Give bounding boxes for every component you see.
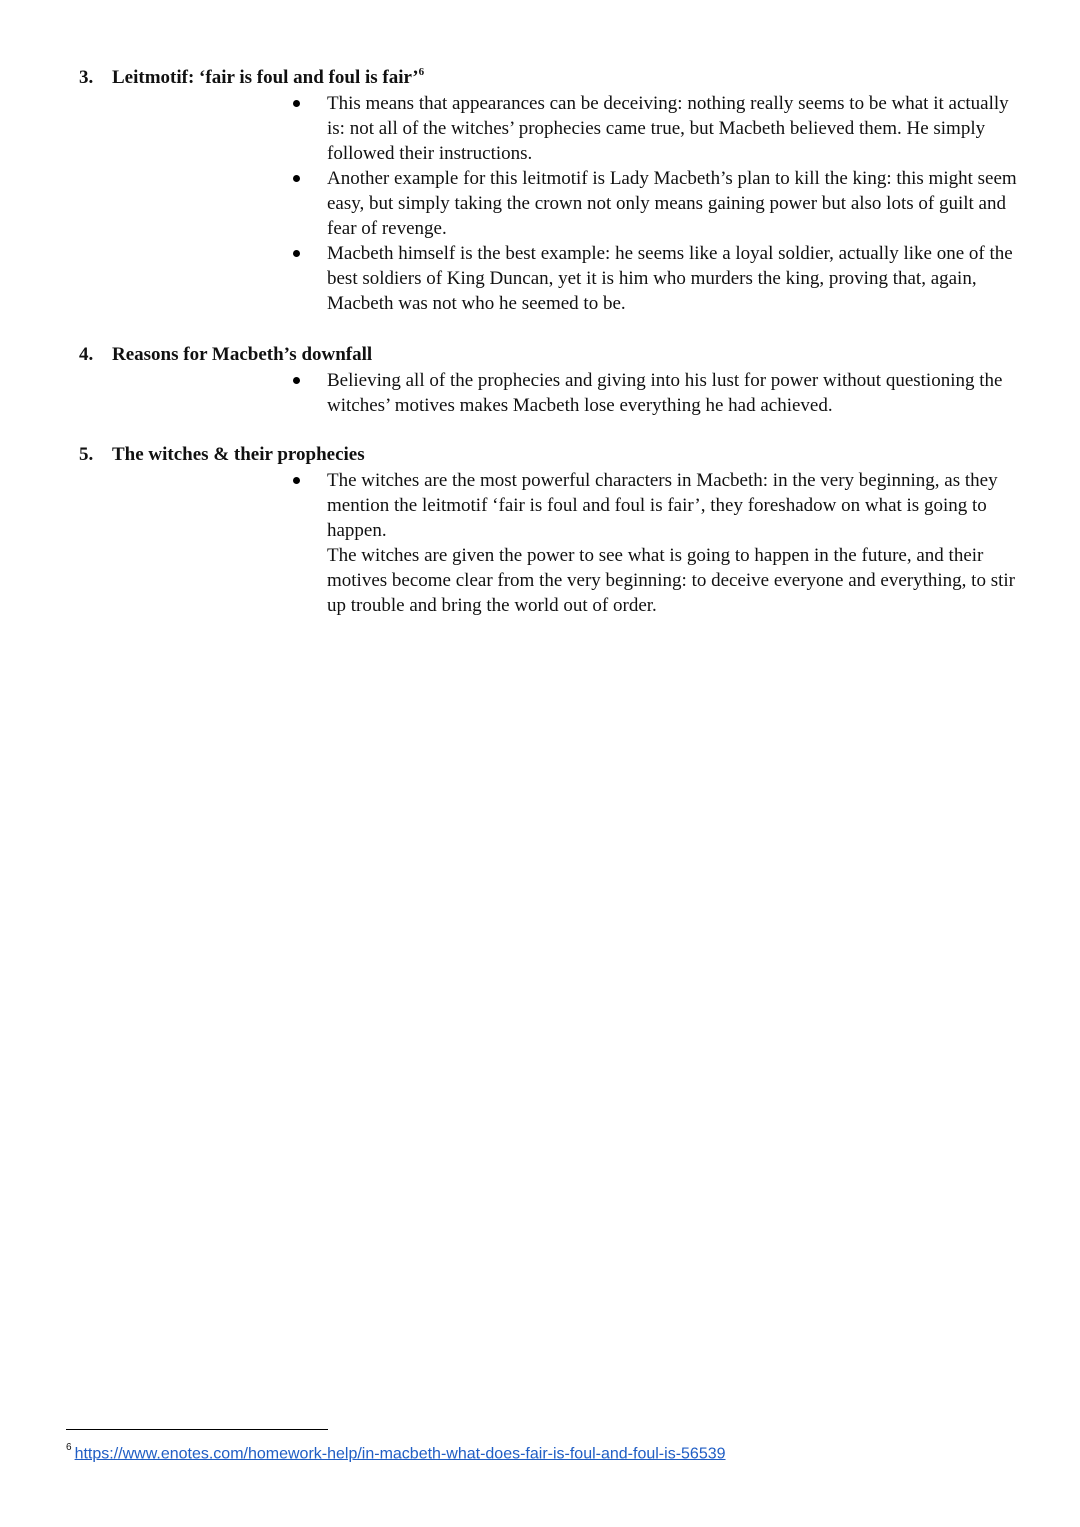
section-3-heading xyxy=(79,65,424,90)
section-4-number: 4. xyxy=(79,344,94,365)
bullet-icon xyxy=(293,100,300,107)
bullet-text: This means that appearances can be deceiving: nothing really seems to be what it actually is: not all of the witches’ prophecies came true, but Macbeth believed them. He simply followed their instructions. xyxy=(327,93,1009,164)
bullet-text: Believing all of the prophecies and giving into his lust for power without questioning the witches’ motives makes Macbeth lose everything he had achieved. xyxy=(327,370,1003,416)
bullet-text: The witches are the most powerful characters in Macbeth: in the very beginning, as they mention the leitmotif ‘fair is foul and foul is fair’, they foreshadow on what is going to happen. xyxy=(327,470,998,541)
bullet-item xyxy=(327,91,1027,166)
section-5-bullet-list xyxy=(327,468,1027,543)
section-3-bullet-list xyxy=(327,91,1027,316)
section-5-number: 5. xyxy=(79,444,94,465)
section-4-title: Reasons for Macbeth’s downfall xyxy=(112,344,373,365)
bullet-icon xyxy=(293,175,300,182)
section-4-bullet-list xyxy=(327,368,1027,418)
section-5-paragraph: The witches are given the power to see what is going to happen in the future, and their motives become clear from the very beginning: to deceive everyone and everything, to stir up trouble and bring the world out of order. xyxy=(327,545,1015,616)
section-3-title: Leitmotif: ‘fair is foul and foul is fair’ xyxy=(112,67,419,88)
section-4-heading xyxy=(79,342,372,367)
section-5-heading xyxy=(79,442,365,467)
bullet-text: Macbeth himself is the best example: he seems like a loyal soldier, actually like one of the best soldiers of King Duncan, yet it is him who murders the king, proving that, again, Macbeth was not who he seemed to be. xyxy=(327,243,1013,314)
footnote xyxy=(66,1440,726,1464)
bullet-text: Another example for this leitmotif is Lady Macbeth’s plan to kill the king: this might seem easy, but simply taking the crown not only means gaining power but also lots of guilt and fear of revenge. xyxy=(327,168,1017,239)
bullet-item xyxy=(327,368,1027,418)
footnote-reference[interactable]: 6 xyxy=(418,65,425,78)
footnote-divider xyxy=(66,1429,328,1430)
bullet-item xyxy=(327,166,1027,241)
bullet-item xyxy=(327,241,1027,316)
bullet-item xyxy=(327,468,1027,543)
bullet-icon xyxy=(293,377,300,384)
footnote-link[interactable]: https://www.enotes.com/homework-help/in-macbeth-what-does-fair-is-foul-and-foul-is-56539 xyxy=(74,1445,726,1463)
bullet-icon xyxy=(293,250,300,257)
section-3-number: 3. xyxy=(79,67,94,88)
bullet-icon xyxy=(293,477,300,484)
footnote-number: 6 xyxy=(66,1442,72,1453)
section-5-title: The witches & their prophecies xyxy=(112,444,365,465)
